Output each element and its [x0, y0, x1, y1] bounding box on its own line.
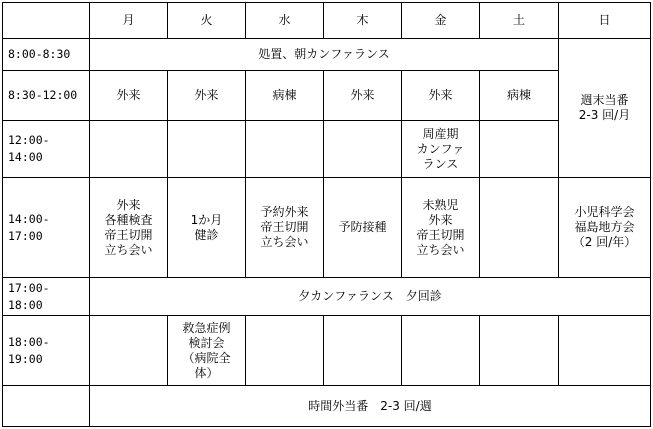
cell-wed-pm: 予約外来 帝王切開 立ち会い	[246, 178, 324, 278]
header-wednesday: 水	[246, 3, 324, 39]
cell-sat-noon	[480, 121, 559, 178]
time-1200-1400: 12:00- 14:00	[3, 121, 90, 178]
cell-fri-eve	[402, 316, 480, 386]
after-hours-duty-cell: 時間外当番 2-3 回/週	[90, 386, 651, 427]
header-sunday: 日	[559, 3, 651, 39]
row-1800	[3, 316, 651, 386]
cell-tue-noon	[168, 121, 246, 178]
cell-thu-am: 外来	[324, 71, 402, 121]
header-thursday: 木	[324, 3, 402, 39]
sunday-weekend-duty: 週末当番 2-3 回/月	[559, 39, 651, 178]
cell-fri-pm: 未熟児 外来 帝王切開 立ち会い	[402, 178, 480, 278]
row-1200	[3, 121, 651, 178]
morning-conference-cell: 処置、朝カンファランス	[90, 39, 559, 71]
row-0800	[3, 39, 651, 71]
weekly-schedule-table	[2, 2, 651, 427]
row-0830	[3, 71, 651, 121]
cell-mon-noon	[90, 121, 168, 178]
time-0830-1200: 8:30-12:00	[3, 71, 90, 121]
cell-wed-eve	[246, 316, 324, 386]
cell-wed-noon	[246, 121, 324, 178]
evening-conference-cell: 夕カンファランス 夕回診	[90, 278, 651, 316]
time-1400-1700: 14:00- 17:00	[3, 178, 90, 278]
time-1800-1900: 18:00- 19:00	[3, 316, 90, 386]
cell-mon-eve	[90, 316, 168, 386]
time-1700-1800: 17:00- 18:00	[3, 278, 90, 316]
corner-cell	[3, 3, 90, 39]
header-saturday: 土	[480, 3, 559, 39]
cell-sat-eve	[480, 316, 559, 386]
row-afterhours	[3, 386, 651, 427]
header-row	[3, 3, 651, 39]
cell-sat-am: 病棟	[480, 71, 559, 121]
header-friday: 金	[402, 3, 480, 39]
cell-sun-eve	[559, 316, 651, 386]
cell-fri-noon: 周産期 カンファ ランス	[402, 121, 480, 178]
cell-tue-am: 外来	[168, 71, 246, 121]
time-afterhours	[3, 386, 90, 427]
row-1400	[3, 178, 651, 278]
cell-mon-am: 外来	[90, 71, 168, 121]
cell-tue-eve: 救急症例 検討会 （病院全 体）	[168, 316, 246, 386]
cell-sat-pm	[480, 178, 559, 278]
row-1700	[3, 278, 651, 316]
sunday-societies: 小児科学会 福島地方会 （2 回/年）	[559, 178, 651, 278]
cell-thu-noon	[324, 121, 402, 178]
cell-tue-pm: 1か月 健診	[168, 178, 246, 278]
header-tuesday: 火	[168, 3, 246, 39]
cell-wed-am: 病棟	[246, 71, 324, 121]
cell-fri-am: 外来	[402, 71, 480, 121]
cell-thu-eve	[324, 316, 402, 386]
cell-mon-pm: 外来 各種検査 帝王切開 立ち会い	[90, 178, 168, 278]
time-0800-0830: 8:00-8:30	[3, 39, 90, 71]
header-monday: 月	[90, 3, 168, 39]
cell-thu-pm: 予防接種	[324, 178, 402, 278]
